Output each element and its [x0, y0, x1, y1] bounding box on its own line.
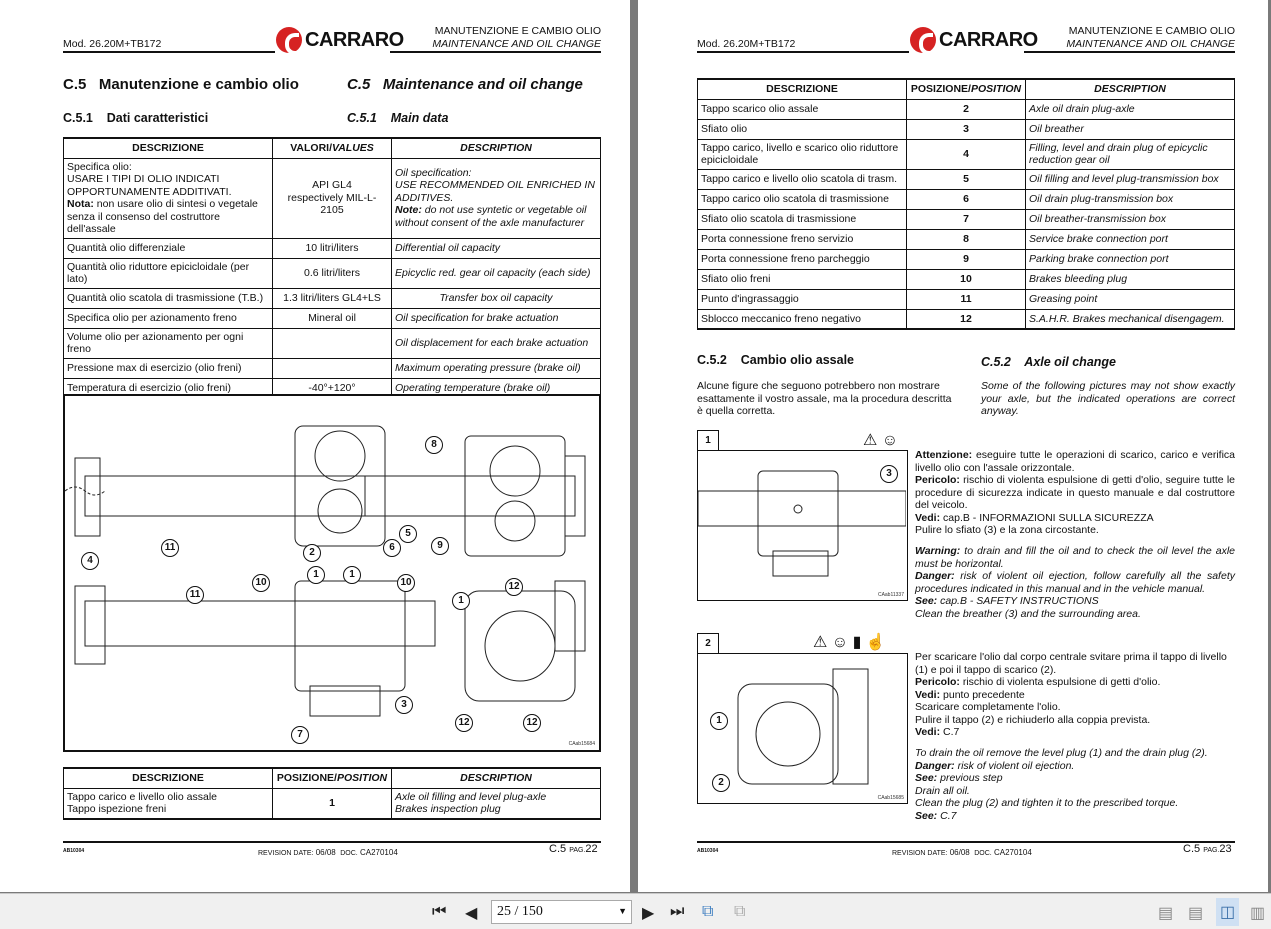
page-number [549, 843, 598, 855]
intro-en: Some of the following pictures may not show exactly your axle, but the indicated operations are correct anyway. [981, 380, 1235, 417]
table-row [698, 289, 1235, 309]
step1-figure [697, 450, 908, 601]
cell-text: Tappo scarico olio assale [698, 99, 907, 119]
cell-pos: 6 [907, 189, 1026, 209]
cell-text: Axle oil filling and level plug-axle Brakes inspection plug [392, 788, 601, 819]
step1-text-it [915, 449, 1235, 537]
text: Drain all oil. [915, 784, 970, 797]
label: Danger: [915, 570, 955, 582]
cell-pos: 12 [907, 309, 1026, 329]
table-row [64, 158, 601, 238]
section-it: MANUTENZIONE E CAMBIO OLIO [434, 25, 601, 37]
text: Per scaricare l'olio dal corpo centrale svitare prima il tappo di livello (1) e poi il tappo di scarico (2). [915, 651, 1227, 676]
last-page-button[interactable]: ⏭ [670, 903, 685, 920]
label: Pericolo: [915, 676, 960, 688]
page-number-input[interactable] [491, 900, 632, 924]
cell-text: Oil filling and level plug-transmission box [1026, 169, 1235, 189]
paragraph-line [915, 785, 1235, 798]
note-label: Nota: [67, 198, 94, 210]
logo-mark-icon [910, 27, 936, 53]
cell-pos: 10 [907, 269, 1026, 289]
col-header: POSIZIONE/POSITION [273, 768, 392, 788]
cell-text: Specifica olio per azionamento freno [64, 308, 273, 328]
callout: 1 [452, 592, 470, 610]
cell-pos: 9 [907, 249, 1026, 269]
title-en: C.5 Maintenance and oil change [347, 76, 583, 93]
cell-value: Mineral oil [273, 308, 392, 328]
step-number: 1 [697, 430, 719, 450]
go-back-view-icon[interactable]: ⧉ [702, 903, 714, 920]
text: cap.B - INFORMAZIONI SULLA SICUREZZA [940, 511, 1154, 524]
step2-text-it [915, 651, 1235, 739]
table-row [64, 308, 601, 328]
cell-text: Sfiato olio freni [698, 269, 907, 289]
cell-value [273, 358, 392, 378]
callout: 9 [431, 537, 449, 555]
cell-text: Specifica olio: [67, 160, 132, 173]
cell-text: Filling, level and drain plug of epicyclic reduction gear oil [1026, 139, 1235, 169]
axle-drawing [65, 396, 599, 750]
cell-text: Brakes bleeding plug [1026, 269, 1235, 289]
table-row [698, 99, 1235, 119]
go-forward-view-icon[interactable]: ⧉ [734, 903, 746, 920]
text: risk of violent oil ejection. [954, 759, 1075, 772]
previous-page-button[interactable]: ◀ [465, 905, 478, 922]
paragraph-line [915, 449, 1235, 474]
figure-code: CAab15684 [568, 741, 595, 747]
table-row [64, 358, 601, 378]
cell-text: Porta connessione freno servizio [698, 229, 907, 249]
cell-text: Pressione max di esercizio (olio freni) [64, 358, 273, 378]
cell-pos: 11 [907, 289, 1026, 309]
text: C.7 [937, 809, 957, 822]
section-en: MAINTENANCE AND OIL CHANGE [432, 38, 601, 50]
text: risk of violent oil ejection, follow carefully all the safety procedures indicated in this manual and in the vehicle manual. [915, 570, 1235, 595]
text: Pulire lo sfiato (3) e la zona circostante. [915, 524, 1099, 536]
cell-value: 1.3 litri/liters GL4+LS [273, 288, 392, 308]
cell-text: Tappo carico olio scatola di trasmissione [698, 189, 907, 209]
text: rischio di violenta espulsione di getti d'olio. [959, 676, 1161, 688]
rev-date: 06/08 [949, 848, 970, 857]
callout: 3 [395, 696, 413, 714]
carraro-logo [276, 27, 404, 53]
paragraph-line [915, 714, 1235, 727]
label: See: [915, 595, 938, 607]
carraro-logo [910, 27, 1038, 53]
col-header: DESCRIZIONE [64, 138, 273, 158]
cell-value: 10 litri/liters [273, 238, 392, 258]
label: Danger: [915, 759, 955, 772]
table-row [698, 309, 1235, 329]
table-row [698, 169, 1235, 189]
cell-text: Tappo carico e livello olio assale Tappo ispezione freni [64, 788, 273, 819]
cell-text: Porta connessione freno parcheggio [698, 249, 907, 269]
cell-text: Tappo carico e livello olio scatola di trasm. [698, 169, 907, 189]
paragraph-line [915, 512, 1235, 525]
cell-text: Oil breather [1026, 119, 1235, 139]
warning-icon: ⚠ ☺ ▮ ☝ [813, 634, 886, 651]
cell-pos: 7 [907, 209, 1026, 229]
callout: 6 [383, 539, 401, 557]
callout: 1 [343, 566, 361, 584]
text: Scaricare completamente l'olio. [915, 701, 1061, 713]
page-number [1183, 843, 1232, 855]
cell-text: USARE I TIPI DI OLIO INDICATI OPPORTUNAMENTE ADDITIVATI. [67, 173, 232, 198]
cell-text: Sblocco meccanico freno negativo [698, 309, 907, 329]
cell-pos: 5 [907, 169, 1026, 189]
cell-text: non usare olio di sintesi o vegetale senza il consenso del costruttore dell'assale [67, 198, 258, 235]
text: previous step [937, 772, 1003, 784]
paragraph-line [915, 676, 1235, 689]
callout: 11 [161, 539, 179, 557]
paragraph-line [915, 524, 1235, 537]
cell-text: Quantità olio riduttore epicicloidale (per lato) [64, 258, 273, 288]
position-table [63, 767, 601, 820]
logo-text: CARRARO [939, 28, 1038, 51]
cell-text: USE RECOMMENDED OIL ENRICHED IN ADDITIVES. [395, 179, 595, 204]
cell-text: Axle oil drain plug-axle [1026, 99, 1235, 119]
rev-label: REVISION DATE: [892, 850, 948, 857]
paragraph-line [915, 570, 1235, 595]
cell-text: Sfiato olio scatola di trasmissione [698, 209, 907, 229]
paragraph-line [915, 747, 1235, 760]
text: To drain the oil remove the level plug (1) and the drain plug (2). [915, 747, 1208, 759]
cell-text: Greasing point [1026, 289, 1235, 309]
footer-code: AB10304 [63, 848, 85, 854]
table-row [64, 258, 601, 288]
text: rischio di violenta espulsione di getti d'olio, seguire tutte le procedure di sicurezza indicate in questo manuale e dal costruttore del veicolo. [915, 474, 1235, 511]
paragraph-line [915, 689, 1235, 702]
page-left [0, 0, 630, 892]
section-it: MANUTENZIONE E CAMBIO OLIO [1068, 25, 1235, 37]
cell-pos: 1 [273, 788, 392, 819]
col-header: DESCRIZIONE [64, 768, 273, 788]
callout: 10 [252, 574, 270, 592]
header-rule [390, 51, 601, 53]
single-page-view-icon[interactable]: ▤ [1158, 905, 1174, 922]
table-row [698, 189, 1235, 209]
text: Pulire il tappo (2) e richiuderlo alla coppia prevista. [915, 713, 1151, 726]
next-page-button[interactable]: ▶ [642, 905, 655, 922]
two-page-view-icon[interactable]: ◫ [1216, 898, 1239, 926]
cell-text: Oil breather-transmission box [1026, 209, 1235, 229]
footer-revision [892, 848, 1032, 857]
callout: 5 [399, 525, 417, 543]
doc-number: CA270104 [359, 848, 398, 857]
callout: 2 [303, 544, 321, 562]
note-label: Note: [395, 204, 422, 217]
axle-drawing [698, 451, 906, 599]
section-num: C.5 [1183, 843, 1201, 855]
table-row [698, 269, 1235, 289]
cell-text: Oil specification: [395, 166, 472, 179]
text: Clean the breather (3) and the surrounding area. [915, 607, 1141, 620]
step2-figure [697, 653, 908, 804]
rev-date: 06/08 [315, 848, 336, 857]
section-header [401, 25, 601, 51]
chevron-down-icon[interactable]: ▼ [618, 906, 627, 916]
position-table [697, 78, 1235, 330]
callout: 2 [712, 774, 730, 792]
subtitle-it: C.5.1 Dati caratteristici [63, 111, 209, 125]
cell-pos: 8 [907, 229, 1026, 249]
cell-text: Volume olio per azionamento per ogni freno [64, 328, 273, 358]
text: to drain and fill the oil and to check the oil level the axle must be horizontal. [915, 545, 1235, 570]
intro-it: Alcune figure che seguono potrebbero non mostrare esattamente il vostro assale, ma la procedura descritta è quella corretta. [697, 380, 952, 417]
col-header: DESCRIPTION [392, 138, 601, 158]
callout: 12 [505, 578, 523, 596]
col-header: DESCRIZIONE [698, 79, 907, 99]
page-right [638, 0, 1268, 892]
cell-text: Quantità olio differenziale [64, 238, 273, 258]
paragraph-line [915, 726, 1235, 739]
table-row [698, 119, 1235, 139]
figure-code: CAab11337 [877, 592, 904, 598]
callout: 4 [81, 552, 99, 570]
section-en: MAINTENANCE AND OIL CHANGE [1066, 38, 1235, 50]
text: punto precedente [940, 688, 1025, 701]
first-page-button[interactable]: ⏮ [432, 903, 447, 920]
cell-text: Service brake connection port [1026, 229, 1235, 249]
cell-text: Oil displacement for each brake actuation [392, 328, 601, 358]
step2-text-en [915, 747, 1235, 822]
cell-text: Oil specification for brake actuation [392, 308, 601, 328]
logo-text: CARRARO [305, 28, 404, 51]
callout: 7 [291, 726, 309, 744]
col-header: DESCRIPTION [1026, 79, 1235, 99]
table-row [64, 788, 601, 819]
table-row [64, 238, 601, 258]
table-row [698, 209, 1235, 229]
callout: 11 [186, 586, 204, 604]
callout: 8 [425, 436, 443, 454]
label: Vedi: [915, 726, 941, 738]
label: See: [915, 772, 938, 784]
label: Warning: [915, 545, 961, 557]
label: See: [915, 809, 938, 822]
callout: 3 [880, 465, 898, 483]
header-rule [697, 51, 909, 53]
cell-value [273, 328, 392, 358]
pag-label: PAG. [1203, 847, 1220, 854]
header-rule [1024, 51, 1235, 53]
section-header [1035, 25, 1235, 51]
table-row [64, 288, 601, 308]
cell-value: -40°+120° [273, 378, 392, 398]
warning-icon: ⚠ ☺ [863, 432, 899, 449]
footer-rule [697, 841, 1235, 843]
cell-text: Quantità olio scatola di trasmissione (T.B.) [64, 288, 273, 308]
callout: 1 [307, 566, 325, 584]
model-label: Mod. 26.20M+TB172 [63, 38, 162, 50]
cell-value: 0.6 litri/liters [273, 258, 392, 288]
page-indicator: 25 / 150 [497, 904, 543, 919]
cell-pos: 4 [907, 139, 1026, 169]
cell-text: do not use syntetic or vegetable oil without consent of the axle manufacturer [395, 204, 587, 229]
cell-pos: 2 [907, 99, 1026, 119]
footer-revision [258, 848, 398, 857]
subtitle-en: C.5.1 Main data [347, 111, 449, 125]
cell-text: Oil drain plug-transmission box [1026, 189, 1235, 209]
table-row [698, 249, 1235, 269]
step1-text-en [915, 545, 1235, 620]
paragraph-line [915, 595, 1235, 608]
callout: 10 [397, 574, 415, 592]
cell-pos: 3 [907, 119, 1026, 139]
doc-label: DOC. [974, 850, 992, 857]
paragraph-line [915, 797, 1235, 810]
text: Clean the plug (2) and tighten it to the prescribed torque. [915, 797, 1179, 809]
label: Attenzione: [915, 449, 973, 461]
cell-text: Differential oil capacity [392, 238, 601, 258]
table-row [698, 229, 1235, 249]
cell-text: Punto d'ingrassaggio [698, 289, 907, 309]
cell-text: Temperatura di esercizio (olio freni) [64, 378, 273, 398]
table-row [64, 328, 601, 358]
pag-num: 23 [1219, 843, 1232, 855]
figure-code: CAab15685 [877, 795, 904, 801]
two-page-continuous-view-icon[interactable]: ▥ [1250, 905, 1266, 922]
subtitle-en: C.5.2 Axle oil change [981, 355, 1116, 369]
cell-text: Epicyclic red. gear oil capacity (each side) [392, 258, 601, 288]
text: cap.B - SAFETY INSTRUCTIONS [937, 595, 1099, 607]
cell-text: Tappo carico, livello e scarico olio riduttore epicicloidale [698, 139, 907, 169]
paragraph-line [915, 651, 1235, 676]
continuous-view-icon[interactable]: ▤ [1188, 905, 1204, 922]
paragraph-line [915, 810, 1235, 823]
main-data-table [63, 137, 601, 399]
cell-text: Maximum operating pressure (brake oil) [392, 358, 601, 378]
label: Vedi: [915, 511, 941, 524]
paragraph-line [915, 474, 1235, 512]
callout: 1 [710, 712, 728, 730]
cell-text: S.A.H.R. Brakes mechanical disengagem. [1026, 309, 1235, 329]
cell-text: Operating temperature (brake oil) [392, 378, 601, 398]
logo-mark-icon [276, 27, 302, 53]
rev-label: REVISION DATE: [258, 850, 314, 857]
callout: 12 [523, 714, 541, 732]
paragraph-line [915, 545, 1235, 570]
header-rule [63, 51, 275, 53]
title-it: C.5 Manutenzione e cambio olio [63, 76, 299, 93]
pag-num: 22 [585, 843, 598, 855]
label: Pericolo: [915, 474, 960, 486]
text: eseguire tutte le operazioni di scarico, carico e verifica livello olio con l'assale orizzontale. [915, 449, 1235, 474]
cell-text: Sfiato olio [698, 119, 907, 139]
doc-label: DOC. [340, 850, 358, 857]
paragraph-line [915, 701, 1235, 714]
viewer-toolbar [0, 893, 1271, 929]
text: C.7 [940, 726, 960, 738]
callout: 12 [455, 714, 473, 732]
subtitle-it: C.5.2 Cambio olio assale [697, 353, 855, 367]
section-num: C.5 [549, 843, 567, 855]
doc-number: CA270104 [993, 848, 1032, 857]
cell-text: Parking brake connection port [1026, 249, 1235, 269]
step-number: 2 [697, 633, 719, 653]
label: Vedi: [915, 688, 941, 701]
footer-code: AB10304 [697, 848, 719, 854]
model-label: Mod. 26.20M+TB172 [697, 38, 796, 50]
table-row [698, 139, 1235, 169]
col-header: POSIZIONE/POSITION [907, 79, 1026, 99]
cell-text: Transfer box oil capacity [392, 288, 601, 308]
cell-value: API GL4 respectively MIL-L-2105 [273, 158, 392, 238]
paragraph-line [915, 772, 1235, 785]
pag-label: PAG. [569, 847, 586, 854]
col-header: DESCRIPTION [392, 768, 601, 788]
paragraph-line [915, 760, 1235, 773]
col-header: VALORI/VALUES [273, 138, 392, 158]
footer-rule [63, 841, 601, 843]
axle-figure [63, 394, 601, 752]
paragraph-line [915, 608, 1235, 621]
